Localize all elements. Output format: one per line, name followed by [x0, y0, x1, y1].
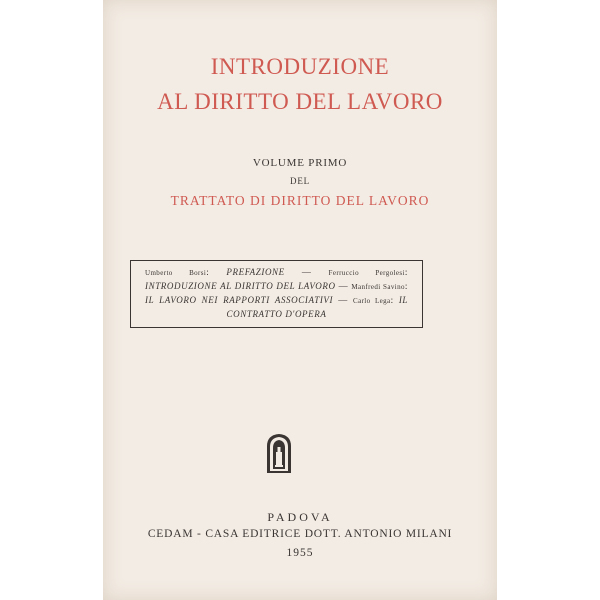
publisher-emblem-icon	[264, 432, 294, 474]
publisher-name: CEDAM - CASA EDITRICE DOTT. ANTONIO MILANI	[147, 528, 453, 540]
contents-text: Umberto Borsi: PREFAZIONE — Ferruccio Pergolesi: INTRODUZIONE AL DIRITTO DEL LAVORO — Manfredi Savino: IL LAVORO NEI RAPPORTI ASSOCIATIVI — Carlo Lega: IL CONTRATTO D'OPERA	[145, 267, 409, 319]
contents-work: INTRODUZIONE AL DIRITTO DEL LAVORO	[145, 281, 336, 291]
contents-separator: —	[301, 267, 329, 277]
title-line-2: AL DIRITTO DEL LAVORO	[157, 89, 443, 114]
title-line-1: INTRODUZIONE	[210, 54, 390, 79]
publisher-city: PADOVA	[267, 510, 333, 524]
contents-author: Manfredi Savino	[351, 283, 405, 291]
contents-separator: —	[338, 295, 353, 305]
contents-author: Carlo Lega	[353, 297, 391, 305]
volume-label: VOLUME PRIMO	[252, 157, 348, 169]
contents-box	[130, 260, 423, 328]
contents-author: Ferruccio Pergolesi	[328, 269, 405, 277]
contents-work: IL CONTRATTO D'OPERA	[226, 295, 409, 319]
contents-work: IL LAVORO NEI RAPPORTI ASSOCIATIVI	[145, 295, 334, 305]
series-title: TRATTATO DI DIRITTO DEL LAVORO	[170, 193, 430, 208]
volume-connector: DEL	[290, 176, 310, 186]
contents-author: Umberto Borsi	[145, 269, 207, 277]
contents-work: PREFAZIONE	[226, 267, 285, 277]
publication-year: 1955	[286, 547, 314, 559]
book-title-page	[103, 0, 497, 600]
contents-separator: —	[338, 281, 352, 291]
